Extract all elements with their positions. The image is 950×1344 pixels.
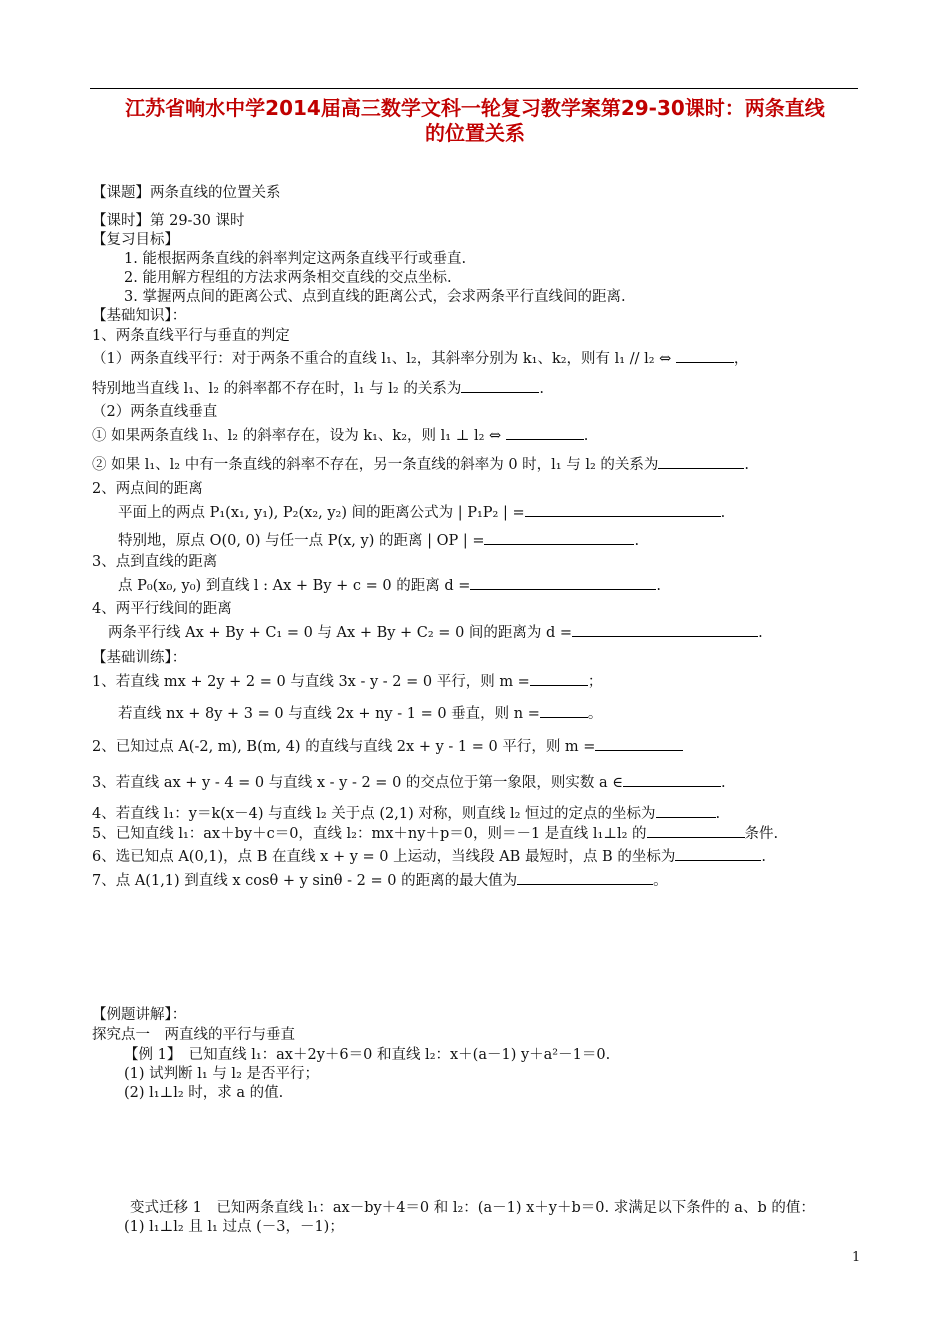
perpendicular-heading: （2）两条直线垂直 (92, 404, 218, 420)
goal-2: 2. 能用解方程组的方法求两条相交直线的交点坐标. (124, 270, 452, 286)
top-rule (90, 88, 858, 89)
period-line: 【课时】第 29-30 课时 (92, 213, 245, 229)
explore-point-1: 探究点一 两直线的平行与垂直 (92, 1027, 295, 1043)
training-1a: 1、若直线 mx + 2y + 2 = 0 与直线 3x - y - 2 = 0 平行，则 m = ； (92, 671, 602, 692)
training-heading: 【基础训练】： (92, 650, 187, 666)
parallel-distance-line: 两条平行线 Ax + By + C₁ = 0 与 Ax + By + C₂ = 0 间的距离为 d = . (108, 622, 763, 643)
examples-heading: 【例题讲解】： (92, 1007, 187, 1023)
section-1: 1、两条直线平行与垂直的判定 (92, 328, 290, 344)
example-1-part-2: (2) l₁⊥l₂ 时，求 a 的值. (124, 1085, 284, 1101)
example-1-part-1: (1) 试判断 l₁ 与 l₂ 是否平行； (124, 1066, 319, 1082)
point-line-distance: 点 P₀(x₀, y₀) 到直线 l : Ax + By + c = 0 的距离 d = . (118, 575, 661, 596)
answer-blank (506, 425, 584, 440)
example-1: 【例 1】 已知直线 l₁：ax＋2y＋6＝0 和直线 l₂：x＋(a－1) y＋a²－1＝0. (124, 1047, 611, 1063)
section-2: 2、两点间的距离 (92, 481, 203, 497)
page-number: 1 (852, 1250, 861, 1265)
training-1b: 若直线 nx + 8y + 3 = 0 与直线 2x + ny - 1 = 0 垂直，则 n = 。 (118, 703, 602, 724)
doc-title-line2: 的位置关系 (425, 121, 525, 145)
section-3: 3、点到直线的距离 (92, 554, 218, 570)
answer-blank (656, 803, 716, 818)
knowledge-heading: 【基础知识】： (92, 308, 187, 324)
answer-blank (647, 823, 745, 838)
answer-blank (676, 348, 734, 363)
answer-blank (540, 703, 588, 718)
parallel-line: （1）两条直线平行：对于两条不重合的直线 l₁、l₂，其斜率分别为 k₁、k₂，则有 l₁ // l₂ ⇔ ， (92, 348, 748, 369)
parallel-special-line: 特别地当直线 l₁、l₂ 的斜率都不存在时，l₁ 与 l₂ 的关系为 . (92, 378, 544, 399)
goals-heading: 【复习目标】 (92, 232, 179, 248)
answer-blank (461, 378, 539, 393)
answer-blank (675, 846, 761, 861)
training-4: 4、若直线 l₁：y＝k(x－4) 与直线 l₂ 关于点 (2,1) 对称，则直线 l₂ 恒过的定点的坐标为 . (92, 803, 720, 824)
training-5: 5、已知直线 l₁：ax＋by＋c＝0，直线 l₂：mx＋ny＋p＝0，则＝－1 是直线 l₁⊥l₂ 的 条件. (92, 823, 778, 844)
variant-1-part-1: (1) l₁⊥l₂ 且 l₁ 过点 (－3，－1)； (124, 1219, 344, 1235)
answer-blank (530, 671, 588, 686)
answer-blank (484, 530, 634, 545)
variant-1: 变式迁移 1 已知两条直线 l₁：ax－by＋4＝0 和 l₂：(a－1) x＋y＋b＝0. 求满足以下条件的 a、b 的值： (130, 1200, 815, 1216)
perpendicular-line-2: ② 如果 l₁、l₂ 中有一条直线的斜率不存在，另一条直线的斜率为 0 时，l₁ 与 l₂ 的关系为 . (92, 454, 749, 475)
answer-blank (658, 454, 744, 469)
section-4: 4、两平行线间的距离 (92, 601, 232, 617)
goal-1: 1. 能根据两条直线的斜率判定这两条直线平行或垂直. (124, 251, 467, 267)
answer-blank (517, 870, 653, 885)
goal-3: 3. 掌握两点间的距离公式、点到直线的距离公式，会求两条平行直线间的距离. (124, 289, 626, 305)
training-7: 7、点 A(1,1) 到直线 x cosθ + y sinθ - 2 = 0 的距离的最大值为 。 (92, 870, 668, 891)
answer-blank (595, 736, 683, 751)
training-2: 2、已知过点 A(-2, m), B(m, 4) 的直线与直线 2x + y - 1 = 0 平行，则 m = (92, 736, 683, 757)
answer-blank (470, 575, 656, 590)
training-6: 6、选已知点 A(0,1)，点 B 在直线 x + y = 0 上运动，当线段 AB 最短时，点 B 的坐标为 . (92, 846, 766, 867)
answer-blank (525, 502, 721, 517)
answer-blank (572, 622, 758, 637)
topic-line: 【课题】两条直线的位置关系 (92, 185, 281, 201)
origin-distance-line: 特别地，原点 O(0, 0) 与任一点 P(x, y) 的距离 | OP | = . (118, 530, 639, 551)
distance-formula-line: 平面上的两点 P₁(x₁, y₁), P₂(x₂, y₂) 间的距离公式为 | P₁P₂ | = . (118, 502, 725, 523)
training-3: 3、若直线 ax + y - 4 = 0 与直线 x - y - 2 = 0 的交点位于第一象限，则实数 a ∈ . (92, 772, 726, 793)
answer-blank (623, 772, 721, 787)
doc-title-line1: 江苏省响水中学2014届高三数学文科一轮复习教学案第29-30课时：两条直线 (125, 96, 825, 120)
perpendicular-line-1: ① 如果两条直线 l₁、l₂ 的斜率存在，设为 k₁、k₂，则 l₁ ⊥ l₂ ⇔ . (92, 425, 588, 446)
